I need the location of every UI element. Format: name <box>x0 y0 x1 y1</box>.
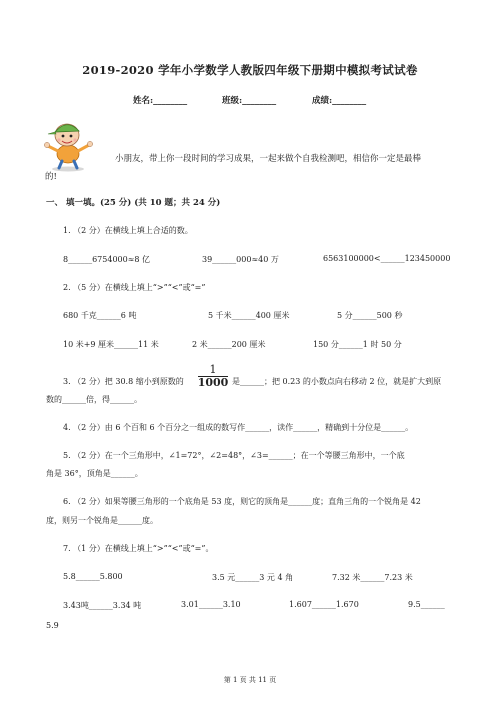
q6-line-2: 度，则另一个锐角是______度。 <box>46 516 158 525</box>
q1-item-c: 6563100000<______123450000 <box>323 254 451 263</box>
q7-row2-c: 1.607______1.670 <box>289 600 359 609</box>
name-field: 姓名:________ <box>133 96 188 106</box>
q6-line-1: 6. （2 分）如果等腰三角形的一个底角是 53 度，则它的顶角是______度；直角三角的一个锐角是 42 <box>63 497 421 506</box>
q5-line-2: 角是 36°，顶角是______。 <box>46 469 143 478</box>
q4-line-1: 4. （2 分）由 6 个百和 6 个百分之一组成的数写作______，读作______，精确到十分位是______。 <box>63 423 414 432</box>
q3-fraction <box>196 364 230 389</box>
q5-line-1: 5. （2 分）在一个三角形中，∠1=72°，∠2=48°，∠3=______；在一个等腰三角形中，一个底 <box>63 451 405 460</box>
q1-item-a: 8______6754000≈8 亿 <box>63 255 151 264</box>
q7-row1-b: 3.5 元______3 元 4 角 <box>212 573 294 582</box>
q2-row2-b: 2 米______200 厘米 <box>192 340 266 349</box>
intro-line-2: 的! <box>45 172 57 182</box>
section-heading-fill-in: 一、 填一填。(25 分) (共 10 题；共 24 分) <box>46 198 221 208</box>
q7-row2-d: 9.5______ <box>408 600 445 609</box>
q2-row1-c: 5 分______500 秒 <box>337 311 403 320</box>
q7-row1-a: 5.8______5.800 <box>63 572 123 581</box>
q3-line-2: 数的______倍，得______。 <box>46 395 142 404</box>
q3-text-after-fraction: 是______；把 0.23 的小数点向右移动 2 位，就是扩大到原 <box>232 377 442 386</box>
q3-text-before-fraction: 3. （2 分）把 30.8 缩小到原数的 <box>63 377 184 386</box>
q7-row1-c: 7.32 米______7.23 米 <box>332 573 413 582</box>
q2-row2-a: 10 米+9 厘米______11 米 <box>63 340 159 349</box>
q2-row1-b: 5 千米______400 厘米 <box>208 311 290 320</box>
q7-row3: 5.9 <box>46 621 59 630</box>
q1-item-b: 39______000≈40 万 <box>202 255 279 264</box>
class-field: 班级:________ <box>222 96 277 106</box>
fraction-denominator: 1000 <box>197 376 229 389</box>
fraction-numerator: 1 <box>209 363 217 376</box>
intro-line-1: 小朋友，带上你一段时间的学习成果，一起来做个自我检测吧，相信你一定是最棒 <box>115 154 422 164</box>
page-title: 2019-2020 学年小学数学人教版四年级下册期中模拟考试试卷 <box>82 63 418 77</box>
page-footer: 第 1 页 共 11 页 <box>223 676 277 684</box>
q7-row2-a: 3.43吨______3.34 吨 <box>63 601 142 610</box>
q1-stem: 1. （2 分）在横线上填上合适的数。 <box>63 226 193 235</box>
q7-stem: 7. （1 分）在横线上填上“>”“<”或“=”。 <box>63 544 214 553</box>
q7-row2-b: 3.01______3.10 <box>181 600 241 609</box>
q2-row1-a: 680 千克______6 吨 <box>63 311 137 320</box>
mascot-boy-illustration <box>34 116 102 172</box>
q2-row2-c: 150 分______1 时 50 分 <box>313 340 402 349</box>
q2-stem: 2. （5 分）在横线上填上“>”“<”或“=” <box>63 283 206 292</box>
score-field: 成绩:________ <box>312 96 367 106</box>
